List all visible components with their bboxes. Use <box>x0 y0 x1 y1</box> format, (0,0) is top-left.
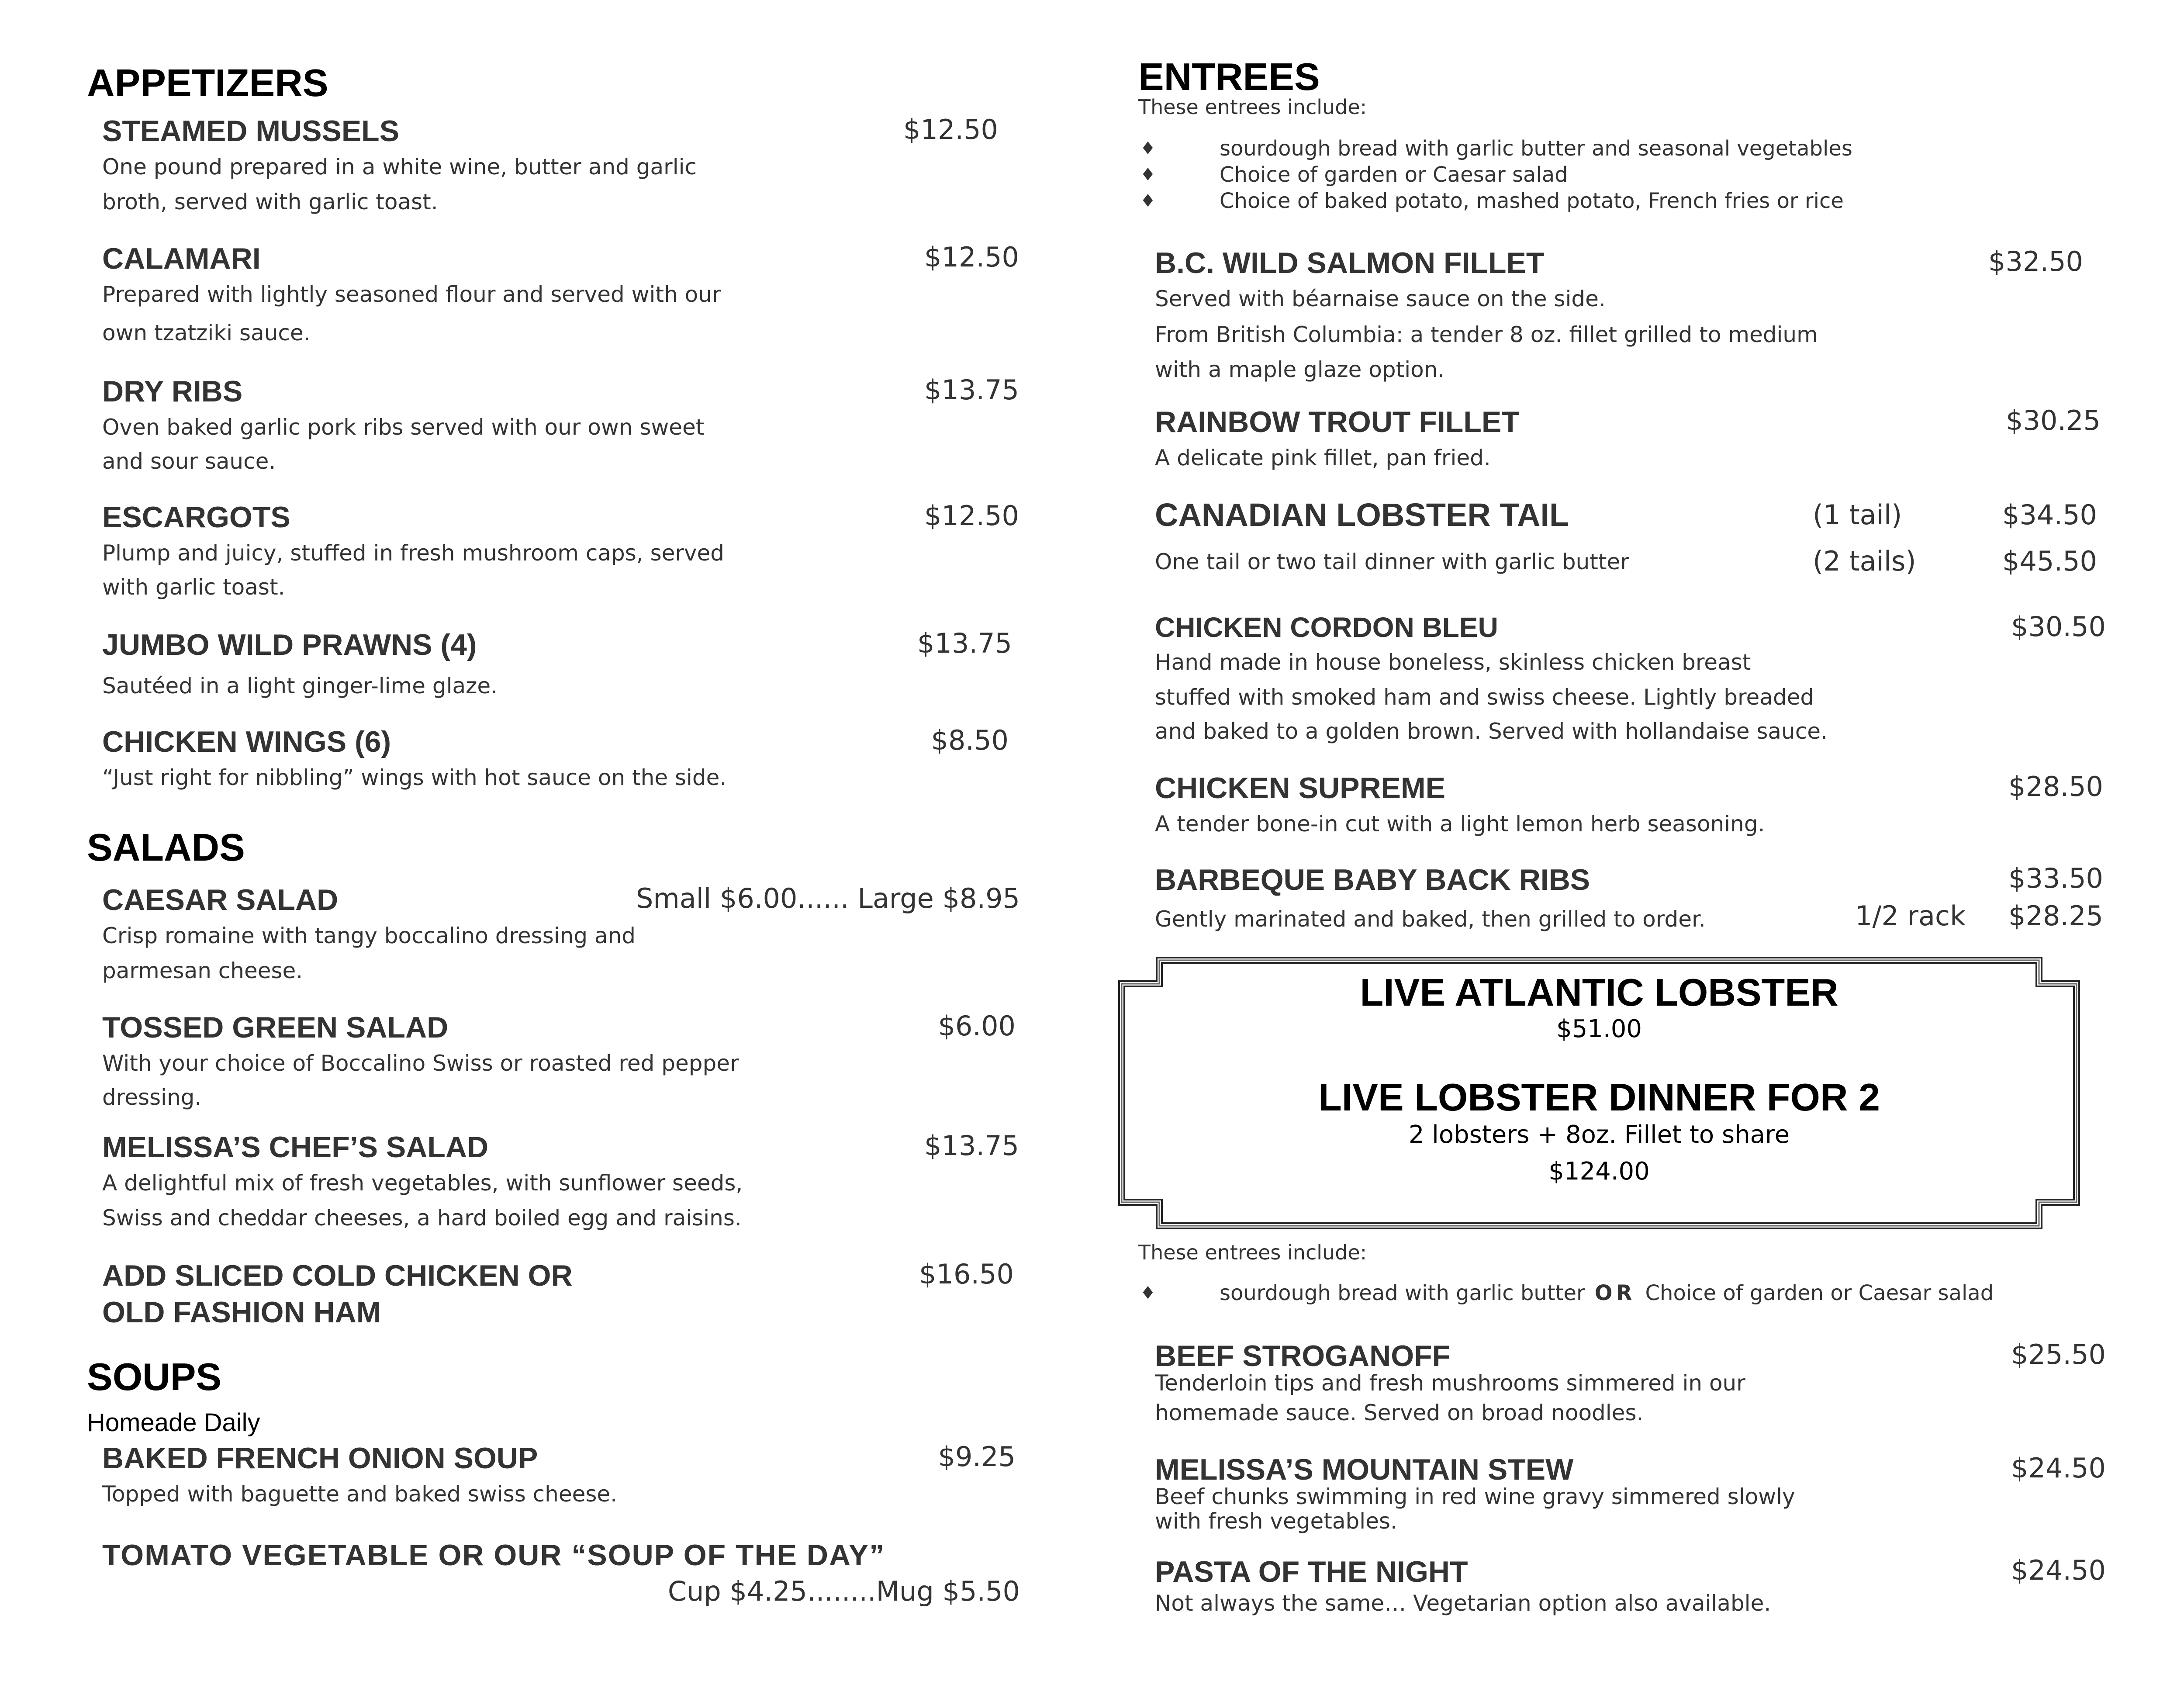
item-desc-line: Topped with baguette and baked swiss cheese. <box>102 1481 618 1507</box>
lobster-title: LIVE ATLANTIC LOBSTER <box>1360 971 1838 1014</box>
item-name: CHICKEN WINGS (6) <box>102 725 391 758</box>
item-price: Cup $4.25........Mug $5.50 <box>667 1575 1020 1607</box>
item-name: B.C. WILD SALMON FILLET <box>1155 246 1545 280</box>
item-desc-line: A tender bone-in cut with a light lemon herb seasoning. <box>1155 811 1765 837</box>
item-desc-line: stuffed with smoked ham and swiss cheese. Lightly breaded <box>1155 685 1814 710</box>
item-desc-line: Hand made in house boneless, skinless chicken breast <box>1155 650 1751 675</box>
item-price: $12.50 <box>924 241 1019 273</box>
item-price: $8.50 <box>931 724 1009 756</box>
item-desc-line: Served with béarnaise sauce on the side. <box>1155 286 1606 311</box>
item-desc-line: and sour sauce. <box>102 449 276 474</box>
item-name: BARBEQUE BABY BACK RIBS <box>1155 863 1590 896</box>
diamond-bullet-icon: ♦ <box>1140 1283 1156 1303</box>
item-desc-line: with fresh vegetables. <box>1155 1508 1397 1534</box>
item-price: $12.50 <box>924 500 1019 532</box>
item-price: $28.25 <box>2008 900 2103 932</box>
item-desc-line: Swiss and cheddar cheeses, a hard boiled egg and raisins. <box>102 1205 742 1231</box>
diamond-bullet-icon: ♦ <box>1140 191 1156 211</box>
item-desc-line: homemade sauce. Served on broad noodles. <box>1155 1400 1644 1425</box>
or-label: OR <box>1594 1281 1636 1305</box>
item-desc-line: Crisp romaine with tangy boccalino dressing and <box>102 923 636 948</box>
item-desc-line: A delightful mix of fresh vegetables, with sunflower seeds, <box>102 1170 743 1196</box>
item-name: BAKED FRENCH ONION SOUP <box>102 1442 538 1475</box>
lobster-dinner-price: $124.00 <box>1548 1157 1650 1186</box>
item-name: CHICKEN SUPREME <box>1155 771 1445 805</box>
includes-item: ♦ sourdough bread with garlic butter OR Choice of garden or Caesar salad <box>1140 1281 1994 1305</box>
section-title-salads: SALADS <box>87 826 245 869</box>
item-desc-line: and baked to a golden brown. Served with hollandaise sauce. <box>1155 719 1828 744</box>
item-desc-line: One tail or two tail dinner with garlic butter <box>1155 549 1629 574</box>
item-name: MELISSA’S MOUNTAIN STEW <box>1155 1453 1574 1486</box>
item-price: $24.50 <box>2011 1554 2106 1586</box>
item-desc-line: Not always the same… Vegetarian option also available. <box>1155 1591 1771 1616</box>
item-name: DRY RIBS <box>102 375 243 408</box>
item-price: $45.50 <box>2002 545 2097 577</box>
item-qty: (2 tails) <box>1813 545 1916 577</box>
includes-list <box>1140 135 1852 214</box>
item-desc-line: Beef chunks swimming in red wine gravy simmered slowly <box>1155 1484 1795 1509</box>
item-price: $13.75 <box>917 627 1012 659</box>
item-desc-line: With your choice of Boccalino Swiss or roasted red pepper <box>102 1051 739 1076</box>
item-desc-line: Prepared with lightly seasoned flour and served with our <box>102 282 721 307</box>
item-price: $32.50 <box>1988 246 2083 277</box>
item-desc-line: Gently marinated and baked, then grilled to order. <box>1155 906 1706 932</box>
item-price: $25.50 <box>2011 1339 2106 1370</box>
item-desc-line: broth, served with garlic toast. <box>102 189 438 214</box>
item-price: $13.75 <box>924 374 1019 406</box>
item-price: $16.50 <box>919 1258 1014 1290</box>
item-price: Small $6.00...... Large $8.95 <box>636 882 1020 914</box>
item-name: MELISSA’S CHEF’S SALAD <box>102 1131 489 1164</box>
item-price: $34.50 <box>2002 499 2097 531</box>
item-price: $13.75 <box>924 1130 1019 1162</box>
includes-item: ♦ sourdough bread with garlic butter and seasonal vegetables <box>1140 136 1852 161</box>
lobster-price: $51.00 <box>1556 1015 1642 1043</box>
item-price: $6.00 <box>938 1010 1016 1042</box>
item-name: TOSSED GREEN SALAD <box>102 1011 449 1044</box>
item-desc-line: A delicate pink fillet, pan fried. <box>1155 445 1491 470</box>
lobster-feature-box <box>1116 955 2082 1231</box>
item-desc-line: with garlic toast. <box>102 574 285 600</box>
soups-subtitle: Homeade Daily <box>87 1408 260 1437</box>
item-name: ADD SLICED COLD CHICKEN OR <box>102 1259 573 1292</box>
diamond-bullet-icon: ♦ <box>1140 138 1156 159</box>
item-desc-line: with a maple glaze option. <box>1155 357 1445 382</box>
item-name: BEEF STROGANOFF <box>1155 1339 1451 1373</box>
item-desc-line: Oven baked garlic pork ribs served with our own sweet <box>102 415 705 440</box>
item-name: ESCARGOTS <box>102 501 290 534</box>
section-title-appetizers: APPETIZERS <box>87 61 328 104</box>
item-desc-line: own tzatziki sauce. <box>102 320 311 346</box>
item-name: STEAMED MUSSELS <box>102 114 400 148</box>
item-desc-line: parmesan cheese. <box>102 958 303 983</box>
item-price: $28.50 <box>2008 771 2103 802</box>
item-desc-line: Sautéed in a light ginger-lime glaze. <box>102 673 498 699</box>
includes-item: ♦ Choice of garden or Caesar salad <box>1140 163 1568 187</box>
item-price: $9.25 <box>938 1441 1016 1473</box>
item-desc-line: Plump and juicy, stuffed in fresh mushroom caps, served <box>102 540 725 566</box>
item-price: $24.50 <box>2011 1452 2106 1484</box>
section-title-entrees: ENTREES <box>1138 55 1320 98</box>
section-title-soups: SOUPS <box>87 1355 222 1398</box>
includes-label: These entrees include: <box>1138 1241 1367 1264</box>
item-name: CANADIAN LOBSTER TAIL <box>1155 497 1569 533</box>
diamond-bullet-icon: ♦ <box>1140 165 1156 185</box>
item-name: CALAMARI <box>102 242 261 275</box>
item-name: TOMATO VEGETABLE OR OUR “SOUP OF THE DAY” <box>102 1539 885 1572</box>
includes-label: These entrees include: <box>1138 95 1367 119</box>
item-desc-line: “Just right for nibbling” wings with hot sauce on the side. <box>102 765 727 790</box>
item-desc-line: dressing. <box>102 1085 202 1110</box>
item-name: RAINBOW TROUT FILLET <box>1155 405 1520 439</box>
item-price: $33.50 <box>2008 862 2103 894</box>
item-price: $30.50 <box>2011 611 2106 643</box>
item-price: $30.25 <box>2006 405 2101 436</box>
item-desc-line: Tenderloin tips and fresh mushrooms simmered in our <box>1155 1370 1745 1396</box>
item-name-line2: OLD FASHION HAM <box>102 1296 381 1329</box>
item-name: PASTA OF THE NIGHT <box>1155 1555 1468 1588</box>
item-desc-line: From British Columbia: a tender 8 oz. fillet grilled to medium <box>1155 322 1818 347</box>
lobster-dinner-title: LIVE LOBSTER DINNER FOR 2 <box>1318 1076 1880 1119</box>
includes-item: ♦ Choice of baked potato, mashed potato, French fries or rice <box>1140 189 1844 213</box>
item-qty: 1/2 rack <box>1855 900 1966 932</box>
lobster-dinner-desc: 2 lobsters + 8oz. Fillet to share <box>1408 1121 1790 1149</box>
item-qty: (1 tail) <box>1813 499 1902 531</box>
item-name: JUMBO WILD PRAWNS (4) <box>102 628 477 661</box>
item-name: CAESAR SALAD <box>102 883 339 917</box>
item-desc-line: One pound prepared in a white wine, butter and garlic <box>102 154 697 180</box>
item-price: $12.50 <box>903 114 998 145</box>
item-name: CHICKEN CORDON BLEU <box>1155 612 1498 643</box>
